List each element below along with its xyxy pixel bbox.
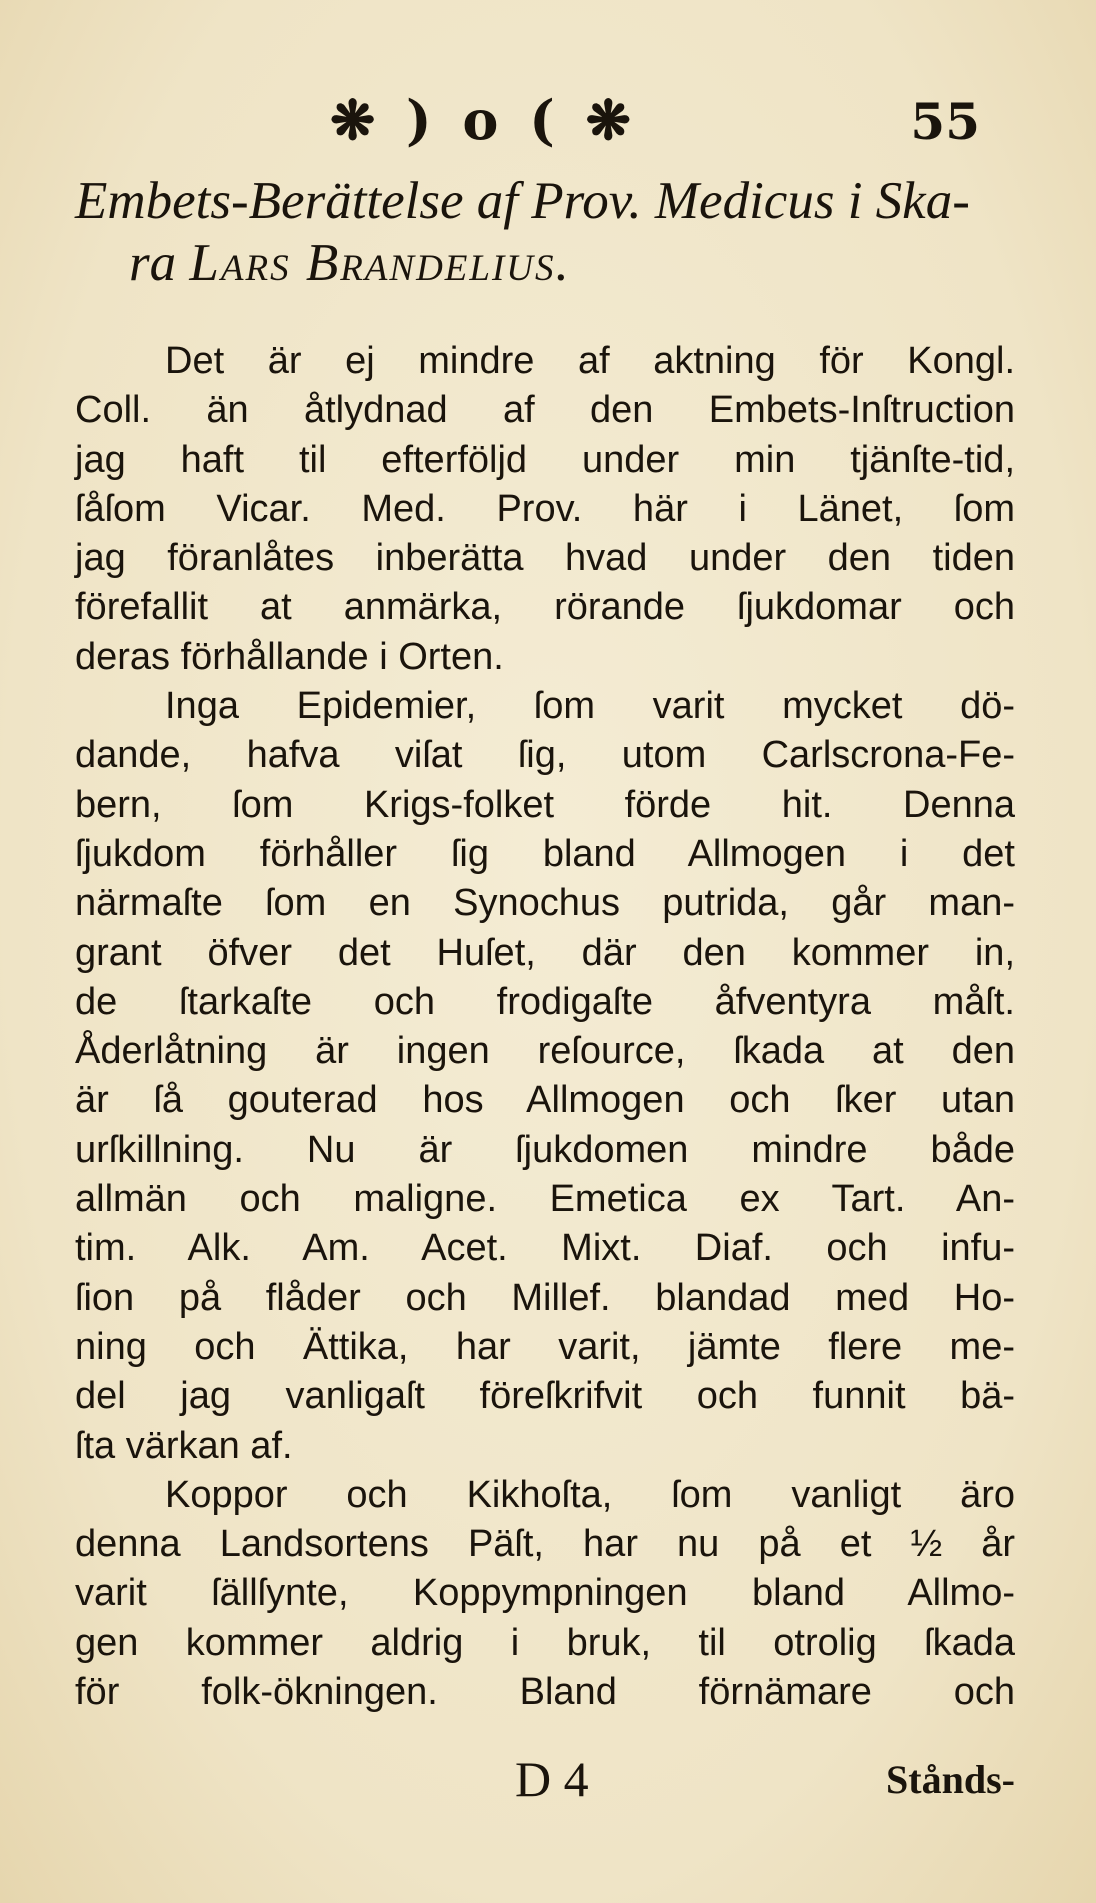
text-line: Inga Epidemier, ſom varit mycket dö- bbox=[165, 685, 1015, 728]
text-line: Coll. än åtlydnad af den Embets-Inſtruction bbox=[75, 389, 1015, 432]
text-line: ſåſom Vicar. Med. Prov. här i Länet, ſom bbox=[75, 487, 1015, 530]
text-line: för folk-ökningen. Bland förnämare och bbox=[75, 1671, 1015, 1714]
text-line: Koppor och Kikhoſta, ſom vanligt äro bbox=[165, 1473, 1015, 1516]
author-name: Lars Brandelius. bbox=[189, 234, 571, 292]
text-line: denna Landsortens Päſt, har nu på et ½ år bbox=[75, 1523, 1015, 1566]
text-line: urſkillning. Nu är ſjukdomen mindre både bbox=[75, 1128, 1015, 1171]
text-line: Det är ej mindre af aktning för Kongl. bbox=[165, 340, 1015, 382]
title-line-2-prefix: ra bbox=[129, 234, 177, 292]
signature-mark: D 4 bbox=[515, 1751, 589, 1807]
text-line: varit ſällſynte, Koppympningen bland Allmo- bbox=[75, 1572, 1015, 1615]
body-text bbox=[75, 337, 1015, 1717]
text-line: ſta värkan af. bbox=[75, 1424, 293, 1467]
text-line: ning och Ättika, har varit, jämte flere me- bbox=[75, 1325, 1015, 1368]
text-line: de ſtarkaſte och frodigaſte åfventyra måſt. bbox=[75, 980, 1015, 1023]
text-line: allmän och maligne. Emetica ex Tart. An- bbox=[75, 1178, 1015, 1221]
text-line: jag haft til efterföljd under min tjänſte-tid, bbox=[75, 438, 1015, 481]
text-line: del jag vanligaſt föreſkrifvit och funnit bä- bbox=[75, 1375, 1015, 1418]
title-line-2 bbox=[75, 232, 1035, 294]
text-line: jag föranlåtes inberätta hvad under den tiden bbox=[75, 537, 1015, 580]
text-line: gen kommer aldrig i bruk, til otrolig ſkada bbox=[75, 1621, 1015, 1664]
text-line: ſjukdom förhåller ſig bland Allmogen i det bbox=[75, 832, 1015, 875]
catchword: Stånds- bbox=[886, 1757, 1015, 1802]
section-title bbox=[75, 170, 1035, 294]
text-line: är ſå gouterad hos Allmogen och ſker utan bbox=[75, 1079, 1015, 1122]
header-ornament: ❋ ) o ( ❋ bbox=[330, 88, 637, 152]
title-line-1: Embets-Berättelse af Prov. Medicus i Ska- bbox=[75, 172, 970, 230]
page-footer bbox=[75, 1750, 1015, 1810]
text-line: förefallit at anmärka, rörande ſjukdomar och bbox=[75, 586, 1015, 629]
text-line: deras förhållande i Orten. bbox=[75, 635, 504, 678]
text-line: dande, hafva viſat ſig, utom Carlscrona-Fe- bbox=[75, 734, 1015, 777]
text-line: ſion på flåder och Millef. blandad med Ho- bbox=[75, 1276, 1015, 1319]
text-line: tim. Alk. Am. Acet. Mixt. Diaf. och infu- bbox=[75, 1227, 1015, 1270]
text-line: närmaſte ſom en Synochus putrida, går man- bbox=[75, 882, 1015, 925]
text-line: bern, ſom Krigs-folket förde hit. Denna bbox=[75, 783, 1015, 826]
page-number: 55 bbox=[910, 92, 980, 151]
page-header bbox=[330, 88, 980, 158]
text-line: Åderlåtning är ingen reſource, ſkada at den bbox=[75, 1030, 1015, 1073]
text-line: grant öfver det Huſet, där den kommer in, bbox=[75, 931, 1015, 974]
